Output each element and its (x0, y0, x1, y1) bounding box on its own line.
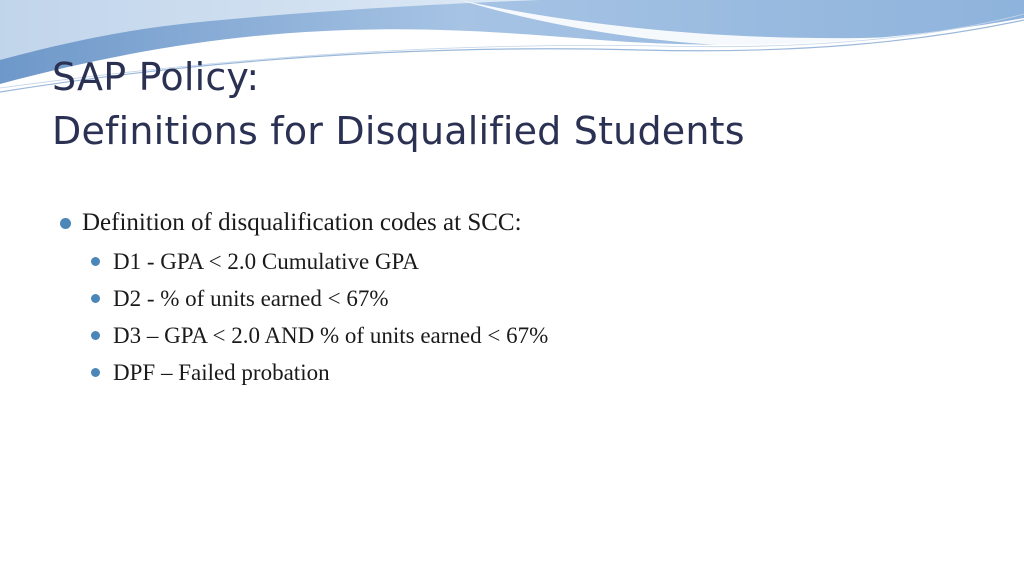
sub-bullet-text: D3 – GPA < 2.0 AND % of units earned < 67% (113, 323, 549, 348)
bullet-dot-icon (91, 331, 100, 340)
sub-bullet-d2 (91, 280, 960, 317)
title-line-1: SAP Policy: (52, 55, 260, 99)
sub-bullet-text: D1 - GPA < 2.0 Cumulative GPA (113, 249, 419, 274)
sub-bullet-text: DPF – Failed probation (113, 360, 330, 385)
bullet-main (60, 205, 960, 241)
sub-bullet-text: D2 - % of units earned < 67% (113, 286, 389, 311)
bullet-dot-icon (60, 218, 71, 229)
slide-body (60, 205, 960, 391)
sub-bullet-dpf (91, 354, 960, 391)
title-line-2: Definitions for Disqualified Students (52, 109, 745, 153)
sub-bullet-d3 (91, 317, 960, 354)
slide-title (52, 50, 992, 158)
bullet-main-text: Definition of disqualification codes at SCC: (82, 209, 522, 236)
bullet-dot-icon (91, 257, 100, 266)
sub-bullet-list (60, 243, 960, 391)
bullet-dot-icon (91, 294, 100, 303)
sub-bullet-d1 (91, 243, 960, 280)
bullet-dot-icon (91, 368, 100, 377)
